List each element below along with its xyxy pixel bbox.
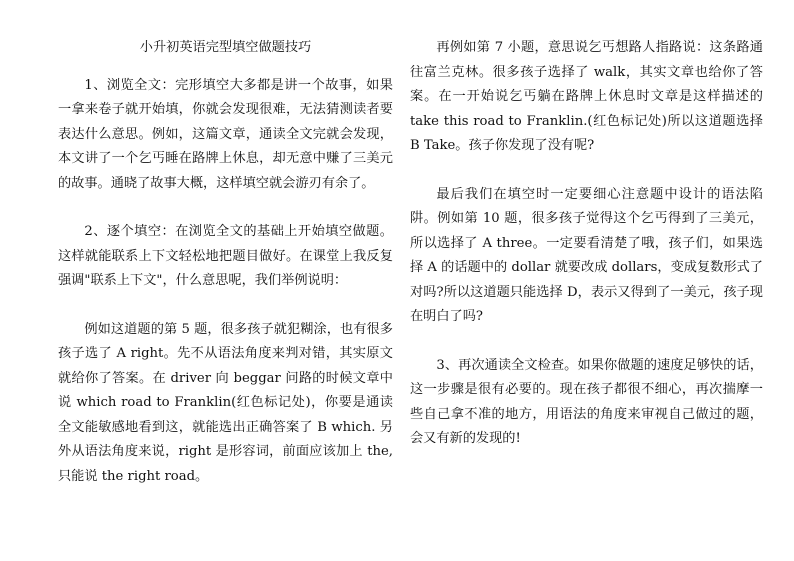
paragraph-grammar-traps: 最后我们在填空时一定要细心注意题中设计的语法陷阱。例如第 10 题，很多孩子觉得这个乞丐得到了三美元，所以选择了 A three。一定要看清楚了哦，孩子们，如果选择 A 的话题中的 dollar 就要改成 dollars，变成复数形式了对吗?所以这道题只能选择 D，表示又得到了一美元，孩子现在明白了吗? <box>410 186 763 324</box>
paragraph-fill-one-by-one: 2、逐个填空：在浏览全文的基础上开始填空做题。这样就能联系上下文轻松地把题目做好。在课堂上我反复强调"联系上下文"，什么意思呢，我们举例说明： <box>58 224 393 288</box>
right-column <box>410 36 763 452</box>
paragraph-gap <box>58 196 393 220</box>
paragraph-gap <box>410 159 763 183</box>
paragraph-example-question-5: 例如这道题的第 5 题，很多孩子就犯糊涂，也有很多孩子选了 A right。先不从语法角度来判对错，其实原文就给你了答案。在 driver 向 beggar 问路的时候文章中说 which road to Franklin(红色标记处)，你要是通读全文能敏感地看到这，就能选出正确答案了 B which. 另外从语法角度来说，right 是形容词，前面应该加上 the,只能说 the right road。 <box>58 321 393 484</box>
page-title: 小升初英语完型填空做题技巧 <box>139 40 312 55</box>
paragraph-browse-full-text: 1、浏览全文：完形填空大多都是讲一个故事，如果一拿来卷子就开始填，你就会发现很难，无法猜测读者要表达什么意思。例如，这篇文章，通读全文完就会发现，本文讲了一个乞丐睡在路牌上休息，却无意中赚了三美元的故事。通晓了故事大概，这样填空就会游刃有余了。 <box>58 77 393 191</box>
paragraph-example-question-7: 再例如第 7 小题，意思说乞丐想路人指路说：这条路通往富兰克林。很多孩子选择了 walk，其实文章也给你了答案。在一开始说乞丐躺在路牌上休息时文章是这样描述的 take this road to Franklin.(红色标记处)所以这道题选择 B Take。孩子你发现了没有呢? <box>410 40 763 153</box>
paragraph-gap <box>410 330 763 354</box>
paragraph-gap <box>58 294 393 318</box>
paragraph-recheck: 3、再次通读全文检查。如果你做题的速度足够快的话，这一步骤是很有必要的。现在孩子都很不细心，再次揣摩一些自己拿不准的地方，用语法的角度来审视自己做过的题，会又有新的发现的! <box>410 357 763 446</box>
left-column <box>58 36 393 489</box>
